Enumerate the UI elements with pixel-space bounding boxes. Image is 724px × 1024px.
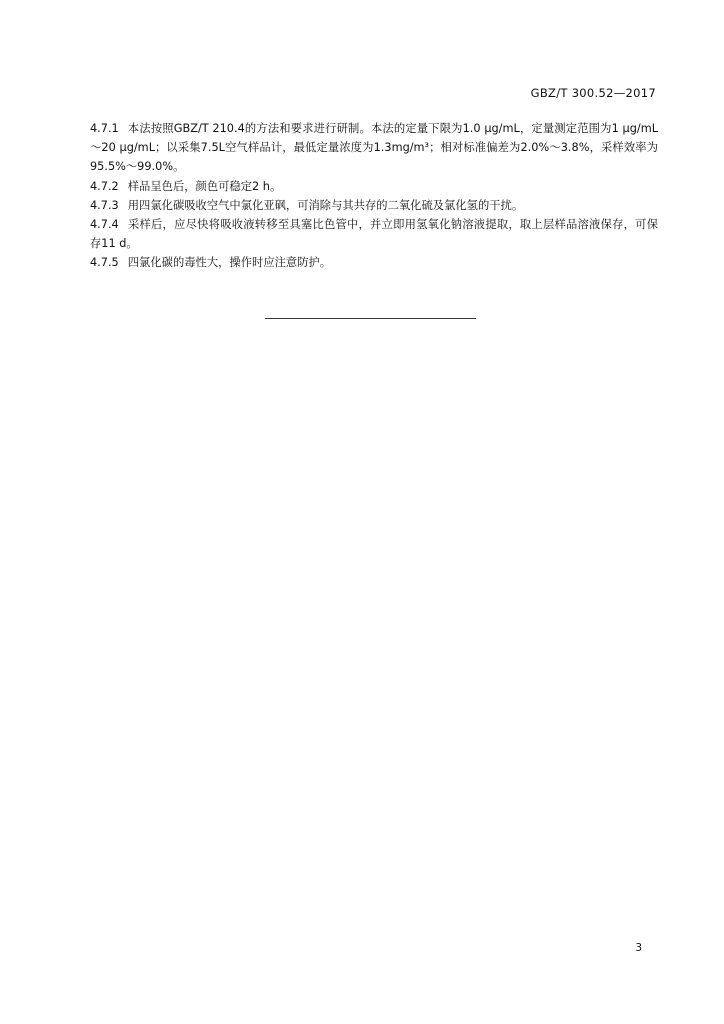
clause-number: 4.7.4: [90, 218, 119, 232]
clause-4-7-2: [90, 177, 658, 196]
clause-text: 用四氯化碳吸收空气中氯化亚砜，可消除与其共存的二氧化硫及氯化氢的干扰。: [127, 198, 524, 212]
clause-text: 本法按照GBZ/T 210.4的方法和要求进行研制。本法的定量下限为1.0 μg/mL，定量测定范围为1 μg/mL～20 μg/mL；以采集7.5L空气样品计，最低定量浓度为1.3mg/m³；相对标准偏差为2.0%～3.8%，采样效率为95.5%～99.0%。: [90, 122, 658, 174]
clause-4-7-1: [90, 119, 658, 177]
clause-list: [90, 119, 658, 273]
clause-text: 样品呈色后，颜色可稳定2 h。: [127, 179, 282, 193]
standard-code-header: GBZ/T 300.52—2017: [530, 86, 656, 100]
clause-4-7-4: [90, 215, 658, 253]
clause-number: 4.7.5: [90, 256, 119, 270]
clause-text: 四氯化碳的毒性大，操作时应注意防护。: [127, 256, 332, 270]
page-number: 3: [635, 942, 642, 954]
clause-number: 4.7.3: [90, 198, 119, 212]
clause-4-7-5: [90, 253, 658, 272]
clause-4-7-3: [90, 196, 658, 215]
clause-number: 4.7.1: [90, 122, 119, 135]
clause-number: 4.7.2: [90, 179, 119, 193]
clause-text: 采样后，应尽快将吸收液转移至具塞比色管中，并立即用氢氧化钠溶液提取，取上层样品溶液保存，可保存11 d。: [90, 218, 658, 251]
end-of-standard-rule: [265, 318, 476, 319]
